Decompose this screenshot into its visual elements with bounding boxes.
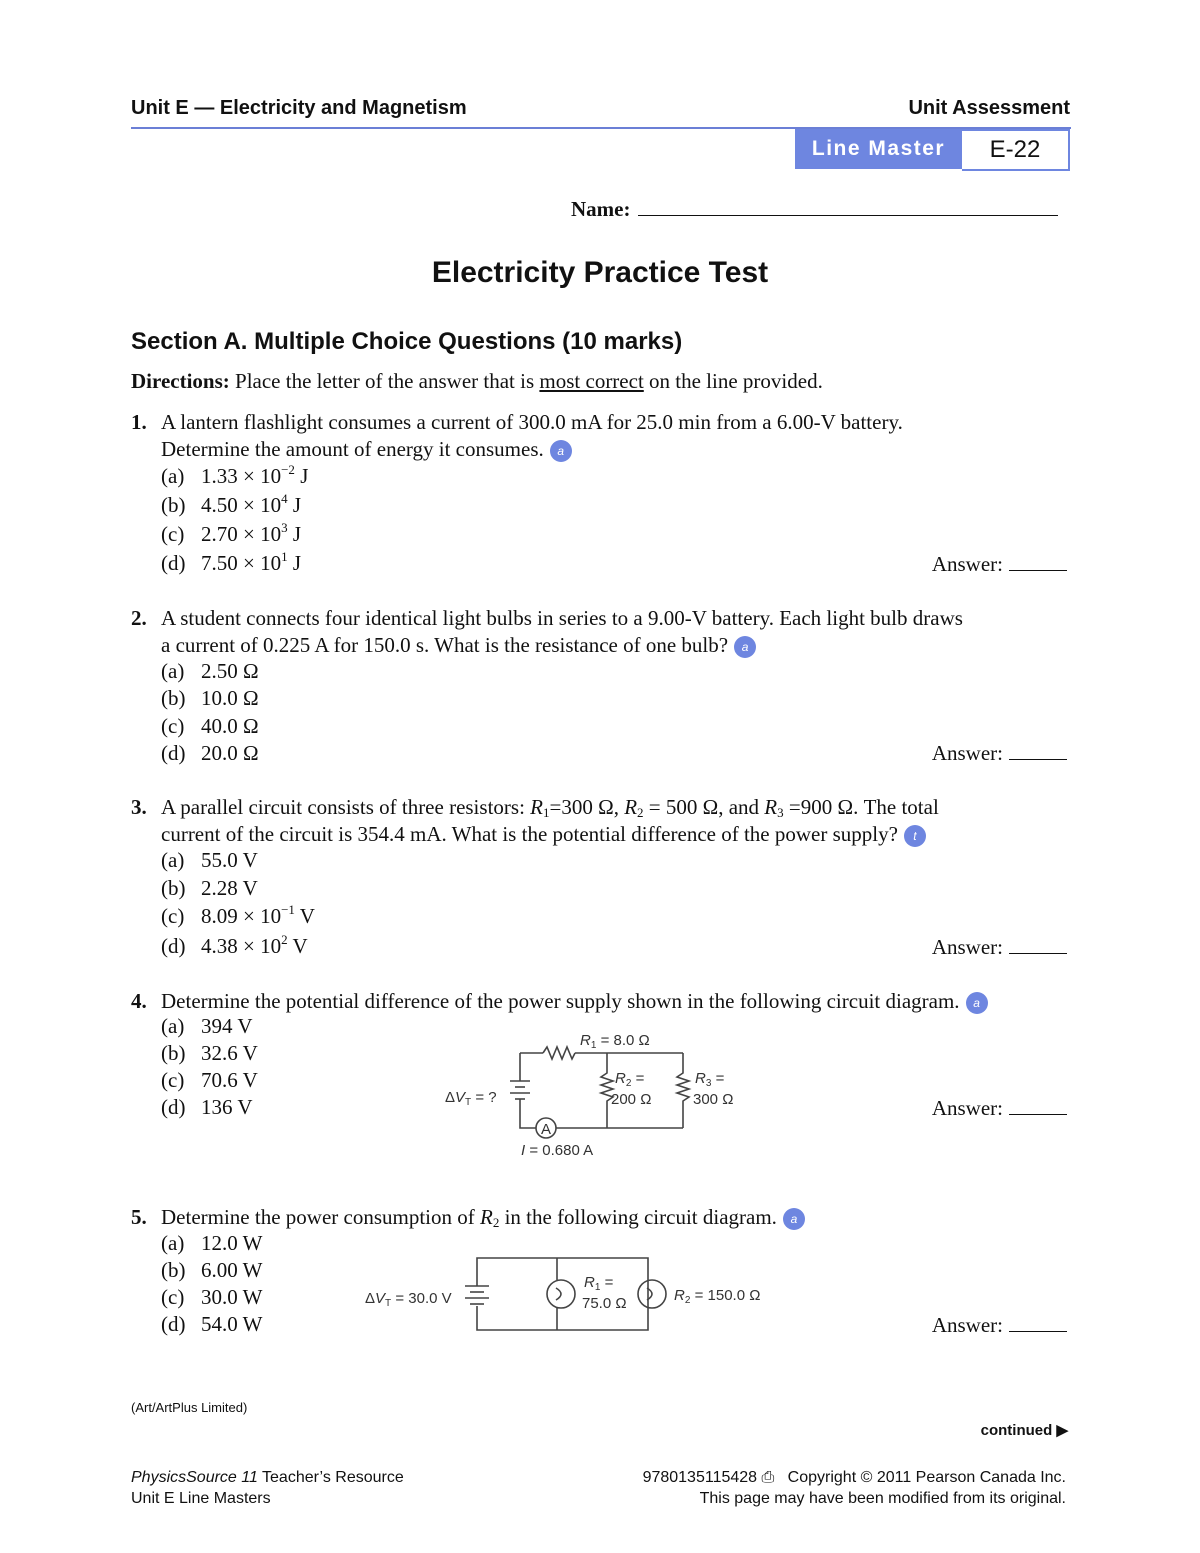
footer-left: PhysicsSource 11 Teacher’s Resource Unit E Line Masters bbox=[131, 1469, 404, 1507]
option-d: (d) $7.50 \times 10^1$ J bbox=[161, 549, 302, 575]
question-5: 5. Determine the power consumption of $R_2$ in the following circuit diagram. a bbox=[131, 1204, 805, 1231]
vt-label: $\Delta V_T = 30.0$ V bbox=[365, 1290, 452, 1309]
answer-line-5[interactable]: Answer: bbox=[932, 1313, 1067, 1338]
question-4: 4. Determine the potential difference of the power supply shown in the following circuit diagram. a bbox=[131, 988, 988, 1015]
option-d: (d) 136 V bbox=[161, 1095, 253, 1119]
option-c: (c) $2.70 \times 10^3$ J bbox=[161, 520, 302, 546]
answer-blank[interactable] bbox=[1009, 1317, 1067, 1332]
r1-label: $R_1$ = bbox=[584, 1274, 614, 1293]
page-title: Electricity Practice Test bbox=[431, 256, 769, 289]
option-c: (c) 70.6 V bbox=[161, 1068, 258, 1092]
footer-line-masters: Unit E Line Masters bbox=[131, 1490, 271, 1507]
option-b: (b) 10.0 Ω bbox=[161, 686, 259, 710]
option-d: (d) $4.38 \times 10^2$ V bbox=[161, 932, 308, 958]
r3-value: 300 Ω bbox=[693, 1091, 734, 1108]
option-b: (b) 32.6 V bbox=[161, 1041, 258, 1065]
skill-tag-icon: a bbox=[734, 636, 756, 658]
option-a: (a) 12.0 W bbox=[161, 1231, 263, 1255]
unit-title: Unit E — Electricity and Magnetism bbox=[131, 97, 467, 119]
option-b: (b) 2.28 V bbox=[161, 876, 258, 900]
skill-tag-icon: a bbox=[966, 992, 988, 1014]
copyright: Copyright © 2011 Pearson Canada Inc. bbox=[787, 1469, 1066, 1486]
r2-label: $R_2 = 150.0$ Ω bbox=[674, 1287, 761, 1306]
copy-machine-icon: ⎙ bbox=[761, 1469, 775, 1486]
directions-text-post: on the line provided. bbox=[649, 369, 823, 393]
book-title: PhysicsSource 11 bbox=[131, 1469, 258, 1486]
line-master-number: E-22 bbox=[962, 129, 1070, 171]
directions-text-pre: Place the letter of the answer that is bbox=[235, 369, 535, 393]
option-c: (c) 40.0 Ω bbox=[161, 714, 259, 738]
option-a: (a) 55.0 V bbox=[161, 848, 258, 872]
question-1 bbox=[131, 409, 903, 463]
r2-label: $R_2$ = bbox=[615, 1070, 645, 1089]
question-text: A lantern flashlight consumes a current of 300.0 mA for 25.0 min from a 6.00-V battery. bbox=[161, 410, 903, 434]
directions bbox=[131, 369, 823, 394]
option-c: (c) 30.0 W bbox=[161, 1285, 263, 1309]
answer-line-4[interactable]: Answer: bbox=[932, 1096, 1067, 1121]
question-2: 2. A student connects four identical light bulbs in series to a 9.00-V battery. Each light bulb draws a current of 0.225 A for 150.0 s. What is the resistance of one bulb? a bbox=[131, 606, 963, 657]
option-d: (d) 54.0 W bbox=[161, 1312, 263, 1336]
name-field bbox=[571, 197, 1058, 222]
option-a: (a) 394 V bbox=[161, 1014, 253, 1038]
r1-value: 75.0 Ω bbox=[582, 1295, 627, 1312]
answer-blank[interactable] bbox=[1009, 745, 1067, 760]
art-credit: (Art/ArtPlus Limited) bbox=[131, 1400, 248, 1415]
line-master-label: Line Master bbox=[795, 129, 962, 169]
option-b: (b) $4.50 \times 10^4$ J bbox=[161, 491, 302, 517]
r2-value: 200 Ω bbox=[611, 1091, 652, 1108]
vt-label: $\Delta V_T$ = ? bbox=[445, 1089, 497, 1108]
option-c: (c) $8.09 \times 10^{-1}$ V bbox=[161, 902, 315, 928]
answer-line-3[interactable]: Answer: bbox=[932, 935, 1067, 960]
name-label: Name: bbox=[571, 197, 631, 221]
answer-blank[interactable] bbox=[1009, 939, 1067, 954]
option-a: (a) $1.33 \times 10^{-2}$ J bbox=[161, 462, 309, 488]
section-heading: Section A. Multiple Choice Questions (10 marks) bbox=[131, 328, 683, 355]
isbn: 9780135115428 bbox=[642, 1469, 758, 1486]
name-blank bbox=[638, 197, 1058, 216]
question-text: Determine the amount of energy it consumes. bbox=[161, 437, 544, 461]
continued-label: continued ▶ bbox=[980, 1422, 1068, 1439]
question-3: 3. A parallel circuit consists of three resistors: $R_1=300$ Ω, $R_2 = 500$ Ω, and $R_3 =900$ Ω. The total current of the circuit is 354.4 mA. What is the potential difference of the power supply? t bbox=[131, 795, 939, 846]
answer-blank[interactable] bbox=[1009, 1100, 1067, 1115]
modified-note: This page may have been modified from its original. bbox=[699, 1490, 1066, 1507]
skill-tag-icon: a bbox=[783, 1208, 805, 1230]
r3-label: $R_3$ = bbox=[695, 1070, 725, 1089]
option-b: (b) 6.00 W bbox=[161, 1258, 263, 1282]
footer-right bbox=[643, 1467, 1066, 1509]
answer-line-1[interactable]: Answer: bbox=[932, 552, 1067, 577]
unit-assessment: Unit Assessment bbox=[908, 97, 1070, 119]
directions-underlined: most correct bbox=[539, 369, 644, 393]
option-a: (a) 2.50 Ω bbox=[161, 659, 259, 683]
option-d: (d) 20.0 Ω bbox=[161, 741, 259, 765]
question-number: 1. bbox=[131, 410, 147, 434]
answer-blank[interactable] bbox=[1009, 556, 1067, 571]
circuit-diagram-5 bbox=[360, 1250, 780, 1340]
answer-line-2[interactable]: Answer: bbox=[932, 741, 1067, 766]
circuit-diagram-4 bbox=[440, 1025, 760, 1165]
directions-label: Directions: bbox=[131, 369, 230, 393]
play-arrow-icon: ▶ bbox=[1056, 1422, 1068, 1439]
r1-label: $R_1 = 8.0$ Ω bbox=[580, 1032, 650, 1051]
ammeter-label: A bbox=[541, 1121, 552, 1138]
skill-tag-icon: a bbox=[550, 440, 572, 462]
current-label: I = 0.680 A bbox=[521, 1142, 594, 1159]
skill-tag-icon: t bbox=[904, 825, 926, 847]
